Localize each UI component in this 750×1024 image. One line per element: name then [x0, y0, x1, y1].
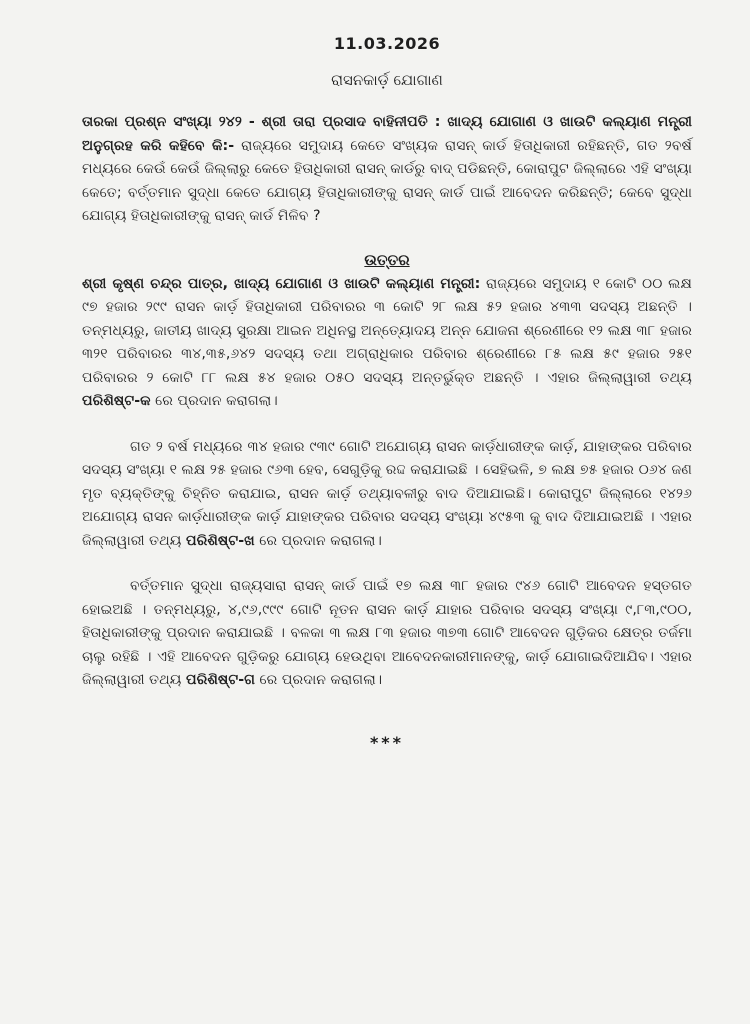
answer-paragraph-1	[82, 273, 692, 414]
annex-a-ref: ପରିଶିଷ୍ଟ-କ	[82, 393, 151, 409]
question-text: ରାଜ୍ୟରେ ସମୁଦାୟ କେତେ ସଂଖ୍ୟକ ରାସନ୍ କାର୍ଡ ହିତାଧିକାରୀ ରହିଛନ୍ତି, ଗତ ୨ବର୍ଷ ମଧ୍ୟରେ କେଉଁ କେଉଁ ଜିଲ୍ଲାରୁ କେତେ ହିତାଧିକାରୀ ରାସନ୍ କାର୍ଡରୁ ବାଦ୍ ପଡିଛନ୍ତି, କୋରାପୁଟ ଜିଲ୍ଲାରେ ଏହି ସଂଖ୍ୟା କେତେ; ବର୍ତ୍ତମାନ ସୁଦ୍ଧା କେତେ ଯୋଗ୍ୟ ହିତାଧିକାରୀଙ୍କୁ ରାସନ୍ କାର୍ଡ ପାଇଁ ଆବେଦନ କରିଛନ୍ତି; କେବେ ସୁଦ୍ଧା ଯୋଗ୍ୟ ହିତାଧିକାରୀଙ୍କୁ ରାସନ୍ କାର୍ଡ ମିଳିବ ?	[82, 137, 692, 224]
annex-c-ref: ପରିଶିଷ୍ଟ-ଗ	[186, 672, 256, 688]
document-date: 11.03.2026	[333, 34, 441, 53]
answer-para3-text: ବର୍ତ୍ତମାନ ସୁଦ୍ଧା ରାଜ୍ୟସାରା ରାସନ୍ କାର୍ଡ ପାଇଁ ୧୭ ଲକ୍ଷ ୩୮ ହଜାର ୯୪୬ ଗୋଟି ଆବେଦନ ହସ୍ତଗତ ହୋଇଅଛି । ତନ୍ମଧ୍ୟରୁ, ୪,୯୬,୯୯୯ ଗୋଟି ନୂତନ ରାସନ କାର୍ଡ଼ ଯାହାର ପରିବାର ସଦସ୍ୟ ସଂଖ୍ୟା ୯,୮୩,୯୦୦, ହିତାଧିକାରୀଙ୍କୁ ପ୍ରଦାନ କରାଯାଇଛି । ବଳକା ୩ ଲକ୍ଷ ୮୩ ହଜାର ୩୭୩ ଗୋଟି ଆବେଦନ ଗୁଡ଼ିକର କ୍ଷେତ୍ର ତର୍ଜମା ଚାଲୁ ରହିଛି । ଏହି ଆବେଦନ ଗୁଡ଼ିକରୁ ଯୋଗ୍ୟ ହେଉଥିବା ଆବେଦନକାରୀମାନଙ୍କୁ, କାର୍ଡ଼ ଯୋଗାଇଦିଆଯିବ। ଏହାର ଜିଲ୍ଲାୱାରୀ ତଥ୍ୟ	[82, 578, 692, 688]
question-block	[82, 111, 692, 229]
answer-lead: ଶ୍ରୀ କୃଷ୍ଣ ଚନ୍ଦ୍ର ପାତ୍ର, ଖାଦ୍ୟ ଯୋଗାଣ ଓ ଖାଉଟି କଲ୍ୟାଣ ମନ୍ତ୍ରୀ:	[82, 275, 481, 292]
answer-paragraph-3	[82, 575, 692, 693]
answer-para2-tail: ରେ ପ୍ରଦାନ କରାଗଲା।	[254, 532, 382, 549]
document-subject: ରାସନକାର୍ଡ଼ ଯୋଗାଣ	[331, 71, 443, 89]
answer-para1-tail: ରେ ପ୍ରଦାନ କରାଗଲା।	[150, 393, 278, 409]
answer-paragraph-2	[82, 436, 692, 554]
end-mark: ***	[369, 732, 405, 752]
answer-para1-text: ରାଜ୍ୟରେ ସମୁଦାୟ ୧ କୋଟି ୦୦ ଲକ୍ଷ ୯୭ ହଜାର ୨୯୯ ରାସନ କାର୍ଡ଼ ହିତାଧିକାରୀ ପରିବାରର ୩ କୋଟି ୨୮ ଲକ୍ଷ ୫୨ ହଜାର ୪୩୩ ସଦସ୍ୟ ଅଛନ୍ତି । ତନ୍ମଧ୍ୟରୁ, ଜାତୀୟ ଖାଦ୍ୟ ସୁରକ୍ଷା ଆଇନ ଅଧିନସ୍ଥ ଅନ୍ତ୍ୟୋଦୟ ଅନ୍ନ ଯୋଜନା ଶ୍ରେଣୀରେ ୧୨ ଲକ୍ଷ ୩୮ ହଜାର ୩୨୧ ପରିବାରର ୩୪,୩୫,୬୪୨ ସଦସ୍ୟ ତଥା ଅଗ୍ରାଧିକାର ପରିବାର ଶ୍ରେଣୀରେ ୮୫ ଲକ୍ଷ ୫୯ ହଜାର ୨୫୧ ପରିବାରର ୨ କୋଟି ୮୮ ଲକ୍ଷ ୫୪ ହଜାର ୦୫୦ ସଦସ୍ୟ ଅନ୍ତର୍ଭୁକ୍ତ ଅଛନ୍ତି । ଏହାର ଜିଲ୍ଲାୱାରୀ ତଥ୍ୟ	[82, 275, 692, 386]
answer-para2-text: ଗତ ୨ ବର୍ଷ ମଧ୍ୟରେ ୩୪ ହଜାର ୯୩୯ ଗୋଟି ଅଯୋଗ୍ୟ ରାସନ କାର୍ଡ଼ଧାରୀଙ୍କ କାର୍ଡ଼, ଯାହାଙ୍କର ପରିବାର ସଦସ୍ୟ ସଂଖ୍ୟା ୧ ଲକ୍ଷ ୨୫ ହଜାର ୯୬୩ ହେବ, ସେଗୁଡ଼ିକୁ ରଦ୍ଦ କରାଯାଇଛି । ସେହିଭଳି, ୭ ଲକ୍ଷ ୭୫ ହଜାର ୦୬୪ ଜଣ ମୃତ ବ୍ୟକ୍ତିଙ୍କୁ ଚିହ୍ନିତ କରାଯାଇ, ରାସନ କାର୍ଡ଼ ତଥ୍ୟାବଳୀରୁ ବାଦ ଦିଆଯାଇଛି। କୋରାପୁଟ ଜିଲ୍ଲାରେ ୧୪୨୬ ଅଯୋଗ୍ୟ ରାସନ କାର୍ଡ଼ଧାରୀଙ୍କ କାର୍ଡ଼ ଯାହାଙ୍କର ପରିବାର ସଦସ୍ୟ ସଂଖ୍ୟା ୪୯୫୩ କୁ ବାଦ ଦିଆଯାଇଅଛି । ଏହାର ଜିଲ୍ଲାୱାରୀ ତଥ୍ୟ	[82, 438, 692, 549]
question-lead: ତାରକା ପ୍ରଶ୍ନ ସଂଖ୍ୟା ୨୪୨ - ଶ୍ରୀ ତାରା ପ୍ରସାଦ ବାହିନୀପତି : ଖାଦ୍ୟ ଯୋଗାଣ ଓ ଖାଉଟି କଲ୍ୟାଣ ମନ୍ତ୍ରୀ ଅନୁଗ୍ରହ କରି କହିବେ କି:-	[82, 114, 692, 154]
annex-b-ref: ପରିଶିଷ୍ଟ-ଖ	[186, 532, 255, 549]
answer-para3-tail: ରେ ପ୍ରଦାନ କରାଗଲା।	[255, 672, 383, 688]
answer-heading: ଉତ୍ତର	[364, 250, 410, 269]
